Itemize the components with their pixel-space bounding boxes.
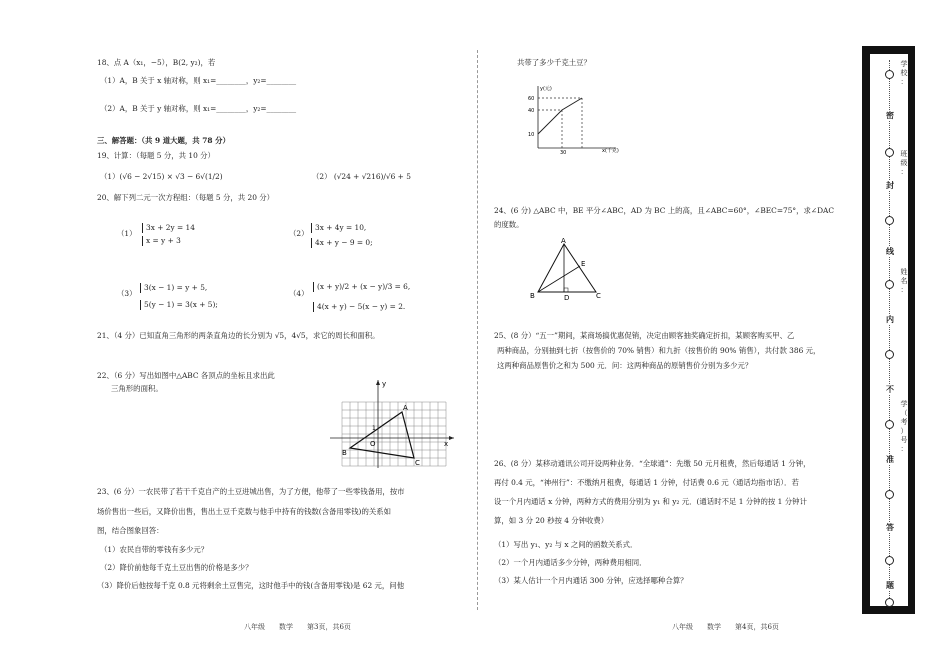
q20-p2-label: （2） <box>289 229 309 238</box>
q20-stem: 20、解下列二元一次方程组：（每题 5 分，共 20 分） <box>97 193 275 202</box>
binding-char-7: 答 <box>886 522 894 532</box>
q19-part2: （2） (√24 + √216)/√6 + 5 <box>312 172 411 181</box>
q25-line1: 25、(8 分）“五一”期间，某商场搞优惠促销，决定由顾客抽奖确定折扣，某顾客购买甲、乙 <box>494 331 795 340</box>
q23-line2: 场价售出一些后，又降价出售，售出土豆千克数与他手中持有的钱数(含备用零钱)的关系如 <box>97 507 392 516</box>
q18-stem: 18、点 A（x₁，−5），B(2, y₂)，若 <box>97 58 216 67</box>
triangle-abc <box>538 244 596 292</box>
y-axis-arrow <box>376 380 380 385</box>
q20-p1-eq1: 3x + 2y = 14 <box>142 223 195 233</box>
binding-circle <box>885 350 894 359</box>
q19-part1: （1）(√6 − 2√15) × √3 − 6√(1/2) <box>100 172 223 181</box>
q26-sub3: （3）某人估计一个月内通话 300 分钟，应选择哪种合算？ <box>494 576 688 585</box>
graph-y-40: 40 <box>528 108 535 114</box>
q20-p1-label: （1） <box>117 229 137 238</box>
binding-char-6: 准 <box>886 454 894 464</box>
q21: 21、（4 分）已知直角三角形的两条直角边的长分别为 √5，4√5，求它的周长和面积。 <box>97 331 380 340</box>
graph-line <box>538 98 582 134</box>
section-3-heading: 三、解答题：（共 9 道大题，共 78 分） <box>97 136 230 145</box>
point-b-label: B <box>342 449 347 457</box>
q20-p2-eq2: 4x + y − 9 = 0; <box>311 238 373 248</box>
label-a: A <box>561 237 566 245</box>
binding-circle <box>885 598 894 607</box>
q23-continued: 共带了多少千克土豆？ <box>517 58 591 67</box>
q24-line1: 24、(6 分) △ABC 中，BE 平分∠ABC，AD 为 BC 上的高，且∠ABC=60°，∠BEC=75°，求∠DAC <box>494 206 835 215</box>
q26-line1: 26、(8 分）某移动通讯公司开设两种业务．“全球通”：先缴 50 元月租费，然后每通话 1 分钟， <box>494 459 811 468</box>
unit-label: 1 <box>372 425 376 432</box>
graph-ylabel: y(元) <box>540 86 552 92</box>
q26-line4: 算，如 3 分 20 秒按 4 分钟收费） <box>494 516 609 525</box>
q20-p4-eq2: 4(x + y) − 5(x − y) = 2. <box>313 302 405 312</box>
q25-line2: 两种商品，分别抽到七折（按售价的 70% 销售）和九折（按售价的 90% 销售），共付款 386 元， <box>497 346 821 355</box>
q26-line2: 再付 0.4 元，“神州行”：不缴纳月租费，每通话 1 分钟，付话费 0.6 元（通话均指市话）．若 <box>494 478 799 487</box>
binding-circle <box>885 556 894 565</box>
x-axis-arrow <box>449 436 454 440</box>
graph-x-30: 30 <box>560 150 567 154</box>
q23-sub3: （3）降价后他按每千克 0.8 元将剩余土豆售完，这时他手中的钱(含备用零钱)是 62 元，问他 <box>97 581 405 590</box>
y-axis-label: y <box>382 380 387 388</box>
binding-char-5: 不 <box>886 384 894 394</box>
q24-line2: 的度数。 <box>494 220 524 229</box>
q26-sub2: （2）一个月内通话多少分钟，两种费用相同． <box>494 558 647 567</box>
q26-sub1: （1）写出 y₁、y₂ 与 x 之间的函数关系式． <box>494 540 638 549</box>
label-e: E <box>581 260 586 268</box>
binding-char-2: 封 <box>886 180 894 190</box>
binding-circle <box>885 70 894 79</box>
q18-part1: （1）A，B 关于 x 轴对称，则 x₁=________，y₂=________ <box>100 76 297 85</box>
label-school: 学 校 ： <box>900 60 908 86</box>
q20-p1-eq2: x = y + 3 <box>142 236 181 246</box>
left-footer: 八年级 数学 第3页，共6页 <box>244 623 351 631</box>
q20-p3-label: （3） <box>117 289 137 298</box>
page-divider <box>477 50 478 610</box>
q22-line1: 22、（6 分）写出如图中△ABC 各顶点的坐标且求出此 <box>97 371 275 380</box>
q20-p4-label: （4） <box>289 289 309 298</box>
bisector-be <box>538 266 580 292</box>
binding-circle <box>885 490 894 499</box>
binding-char-4: 内 <box>886 314 894 324</box>
label-exam-number: 学 （ 考 ） 号 ： <box>900 400 908 453</box>
q26-line3: 设一个月内通话 x 分钟，两种方式的费用分别为 y₁ 和 y₂ 元．(通话时不足 1 分钟的按 1 分钟计 <box>494 497 807 506</box>
point-c-label: C <box>415 459 420 467</box>
binding-circle <box>885 420 894 429</box>
q23-line3: 图，结合图象回答： <box>97 526 164 535</box>
q20-p2-eq1: 3x + 4y = 10, <box>311 223 366 233</box>
graph-xlabel: x(千克) <box>602 148 619 154</box>
label-b: B <box>530 292 535 300</box>
q25-line3: 这两种商品原售价之和为 500 元．问：这两种商品的原销售价分别为多少元？ <box>497 361 753 370</box>
label-class: 班 级 ： <box>900 150 908 176</box>
origin-label: O <box>370 440 376 448</box>
binding-char-1: 密 <box>886 110 894 120</box>
q22-line2: 三角形的面积。 <box>111 384 163 393</box>
q19-stem: 19、计算：（每题 5 分，共 10 分） <box>97 151 215 160</box>
binding-dotted-line <box>889 60 890 600</box>
q23-line1: 23、(6 分）一农民带了若干千克自产的土豆进城出售，为了方便，他带了一些零钱备用，按市 <box>97 487 405 496</box>
binding-char-3: 线 <box>886 246 894 256</box>
label-name: 姓 名 ： <box>900 268 908 294</box>
q20-p3-eq2: 5(y − 1) = 3(x + 5); <box>140 300 218 310</box>
q18-part2: （2）A，B 关于 y 轴对称，则 x₁=________，y₂=________ <box>100 104 297 113</box>
binding-char-8: 题 <box>886 580 894 590</box>
q22-coordinate-figure <box>322 376 462 472</box>
graph-y-60: 60 <box>528 96 535 102</box>
binding-circle <box>885 216 894 225</box>
q23-graph <box>520 82 630 154</box>
label-c: C <box>596 292 601 300</box>
graph-y-10: 10 <box>528 132 535 138</box>
right-angle-mark <box>564 288 568 292</box>
x-axis-label: x <box>444 440 449 448</box>
q20-p3-eq1: 3(x − 1) = y + 5, <box>140 283 207 293</box>
q23-sub1: （1）农民自带的零钱有多少元？ <box>100 545 209 554</box>
q23-sub2: （2）降价前他每千克土豆出售的价格是多少？ <box>100 563 253 572</box>
binding-circle <box>885 148 894 157</box>
label-d: D <box>564 294 570 302</box>
q20-p4-eq1: (x + y)/2 + (x − y)/3 = 6, <box>313 282 410 292</box>
binding-circle <box>885 280 894 289</box>
right-footer: 八年级 数学 第4页，共6页 <box>672 623 779 631</box>
q24-triangle-figure <box>528 236 608 302</box>
point-a-label: A <box>403 404 408 412</box>
